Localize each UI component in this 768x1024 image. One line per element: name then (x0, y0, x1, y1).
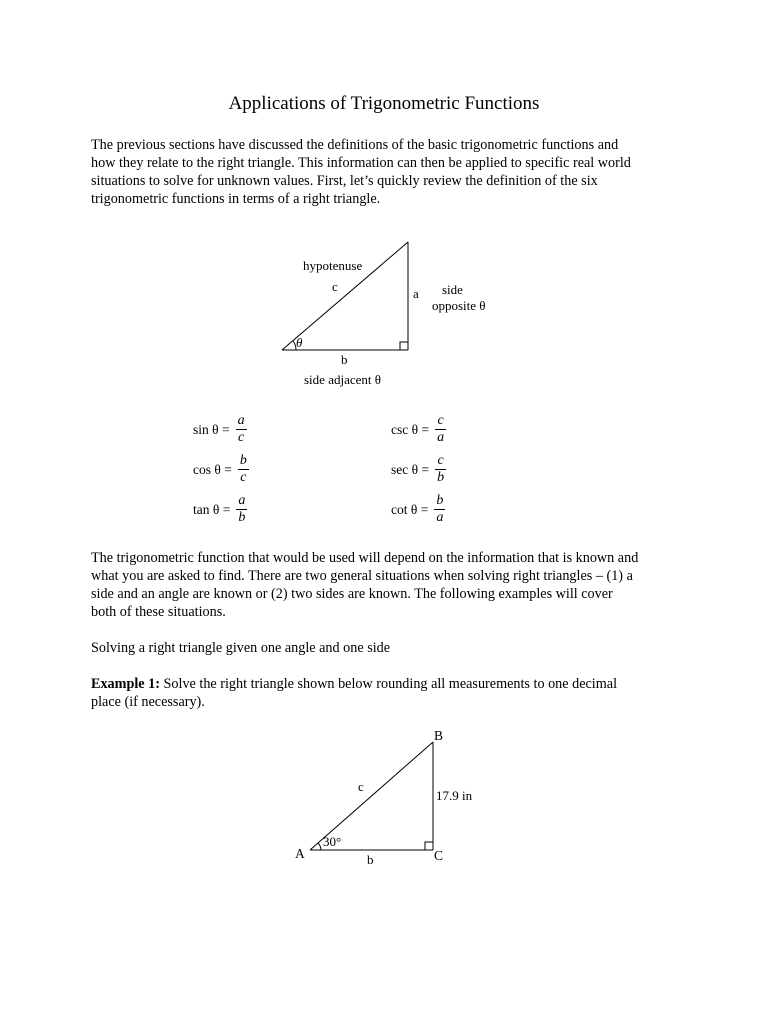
paragraph-line: what you are asked to find. There are two general situations when solving right triangles – (1) a (91, 568, 633, 584)
fraction (236, 414, 247, 445)
hypotenuse-label: hypotenuse (303, 258, 363, 273)
b-label: b (341, 352, 348, 367)
formula-name: tan θ = (193, 501, 231, 517)
paragraph-line: side and an angle are known or (2) two sides are known. The following examples will cover (91, 586, 613, 602)
denominator: b (437, 470, 445, 485)
vertex-a-label: A (295, 846, 305, 861)
tan-formula (193, 494, 247, 525)
c-label: c (358, 779, 364, 794)
formula-name: sin θ = (193, 421, 230, 437)
numerator: a (237, 413, 245, 428)
b-label: b (367, 852, 374, 867)
sec-formula (391, 454, 446, 485)
intro-paragraph (91, 136, 681, 208)
situations-paragraph (91, 549, 681, 621)
c-label: c (332, 279, 338, 294)
example-label: Example 1: (91, 676, 160, 692)
side-length-label: 17.9 in (436, 788, 473, 803)
cos-formula (193, 454, 249, 485)
denominator: a (437, 430, 445, 445)
example-triangle-diagram (285, 722, 473, 872)
right-angle-marker (400, 342, 408, 350)
intro-line: trigonometric functions in terms of a right triangle. (91, 191, 381, 207)
right-angle-marker (425, 842, 433, 850)
example-line: place (if necessary). (91, 694, 205, 710)
angle-label: 30° (323, 834, 342, 849)
fraction (238, 454, 249, 485)
adjacent-theta-label: side adjacent θ (304, 372, 381, 387)
opposite-theta-label: opposite θ (432, 298, 486, 313)
a-label: a (413, 286, 419, 301)
numerator: c (437, 413, 444, 428)
denominator: a (436, 510, 444, 525)
right-triangle-diagram (270, 232, 510, 392)
paragraph-line: The trigonometric function that would be used will depend on the information that is known and (91, 550, 639, 566)
vertex-c-label: C (434, 848, 444, 863)
intro-line: The previous sections have discussed the definitions of the basic trigonometric functions and (91, 137, 619, 153)
numerator: b (436, 493, 444, 508)
denominator: c (240, 470, 247, 485)
fraction (236, 494, 247, 525)
numerator: b (239, 453, 247, 468)
vertex-b-label: B (434, 728, 444, 743)
theta-label: θ (296, 335, 303, 350)
fraction (435, 414, 446, 445)
csc-formula (391, 414, 446, 445)
page-title: Applications of Trigonometric Functions (228, 93, 540, 114)
formula-name: csc θ = (391, 421, 430, 437)
side-label: side (442, 282, 463, 297)
numerator: a (238, 493, 246, 508)
intro-line: how they relate to the right triangle. This information can then be applied to specific real world (91, 155, 631, 171)
subheading: Solving a right triangle given one angle and one side (91, 640, 391, 656)
fraction (434, 494, 445, 525)
numerator: c (437, 453, 444, 468)
denominator: c (237, 430, 245, 445)
formula-name: cot θ = (391, 501, 429, 517)
example-line: Solve the right triangle shown below rounding all measurements to one decimal (159, 676, 618, 692)
cot-formula (391, 494, 445, 525)
denominator: b (238, 510, 246, 525)
sin-formula (193, 414, 247, 445)
formula-name: cos θ = (193, 461, 232, 477)
fraction (435, 454, 446, 485)
intro-line: situations to solve for unknown values. First, let’s quickly review the definition of the six (91, 173, 598, 189)
formula-name: sec θ = (391, 461, 430, 477)
angle-arc (318, 843, 321, 850)
example-1-text (91, 675, 681, 711)
paragraph-line: both of these situations. (91, 604, 226, 620)
